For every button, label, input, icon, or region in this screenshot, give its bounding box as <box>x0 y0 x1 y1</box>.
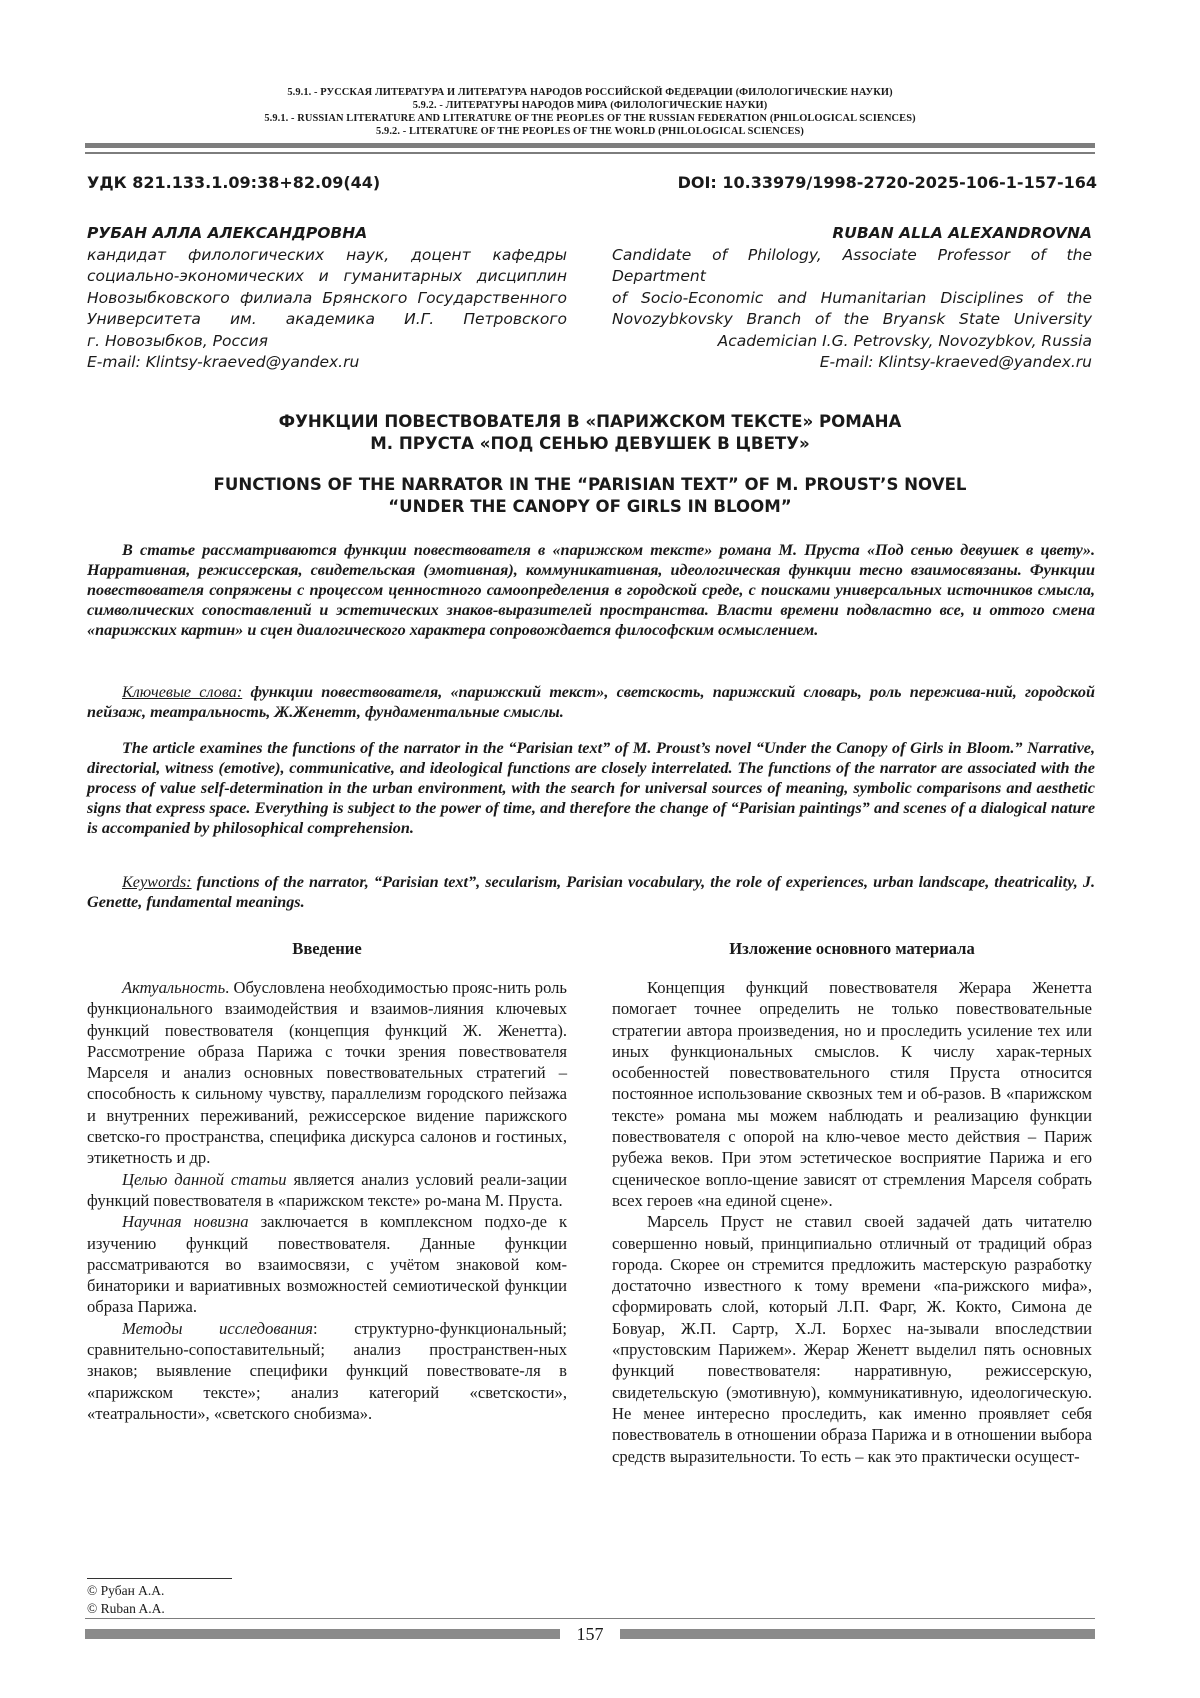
main-paragraph: Концепция функций повествователя Жерара Женетта помогает точнее определить не только повествовательные стратегии автора произведения, но и проследить усиление тех или иных функциональных смыслов. К числу харак-терных особенностей повествовательного стиля Пруста относится постоянное использование сквозных тем и об-разов. В «парижском тексте» романа мы можем наблюдать и реализацию функции повествователя с опорой на клю-чевое место действия – Париж рубежа веков. При этом эстетическое восприятие Парижа и его сценическое вопло-щение зависят от стремления Марселя собрать всех героев «на единой сцене». <box>612 978 1092 1210</box>
title-line: М. ПРУСТА «ПОД СЕНЬЮ ДЕВУШЕК В ЦВЕТУ» <box>370 434 810 453</box>
header-divider-thin <box>85 152 1095 154</box>
author-city-ru: г. Новозыбков, Россия <box>87 331 268 350</box>
title-line: “UNDER THE CANOPY OF GIRLS IN BLOOM” <box>388 497 792 516</box>
main-paragraph: Марсель Пруст не ставил своей задачей дать читателю совершенно новый, принципиально отличный от традиций образ города. Скорее он стремится предложить мастерскую разработку достаточно известного к тому времени «па-рижского мифа», сформировать слой, который Л.П. Фарг, Ж. Кокто, Симона де Бовуар, Ж.П. Сартр, Х.Л. Борхес на-зывали впоследствии «прустовским Парижем». Жерар Женетт выделил пять основных функций повествователя: нарративную, режиссерскую, свидетельскую (эмотивную), коммуникативную, идеологическую. Не менее интересно проследить, как именно проявляет себя повествователь в отношении образа Парижа и в отношении выбора средств выразительности. То есть – как это практически осущест- <box>612 1212 1092 1466</box>
intro-paragraph <box>87 1169 567 1212</box>
author-affiliation-line: Новозыбковского филиала Брянского Государственного <box>87 288 567 307</box>
paragraph-lead: Актуальность <box>122 978 226 997</box>
author-affiliation-line: of Socio-Economic and Humanitarian Disciplines of the <box>612 288 1092 307</box>
paragraph-lead: Научная новизна <box>122 1212 249 1232</box>
paragraph-lead: Методы исследования <box>122 1318 313 1338</box>
copyright-en: © Ruban A.A. <box>87 1601 165 1616</box>
author-email-ru[interactable]: E-mail: Klintsy-kraeved@yandex.ru <box>87 353 360 371</box>
footnote-divider <box>87 1578 232 1579</box>
paragraph-lead: Целью данной статьи <box>122 1169 287 1189</box>
page-number: 157 <box>576 1624 604 1644</box>
author-name-en: RUBAN ALLA ALEXANDROVNA <box>832 224 1092 242</box>
author-affiliation-line: Candidate of Philology, Associate Professor of the Department <box>612 245 1092 285</box>
title-line: FUNCTIONS OF THE NARRATOR IN THE “PARISIAN TEXT” OF M. PROUST’S NOVEL <box>213 475 967 494</box>
article-title-en <box>85 474 1095 518</box>
author-block-ru <box>87 223 567 374</box>
paragraph-text: : структурно-функциональный; сравнительно-сопоставительный; анализ пространствен-ных знаков; выявление специфики функций повествовате-ля в «парижском тексте»; анализ категорий «светскости», «театральности», «светского снобизма». <box>87 1318 567 1423</box>
author-name-ru: РУБАН АЛЛА АЛЕКСАНДРОВНА <box>87 224 368 242</box>
abstract-ru-text: В статье рассматриваются функции повествователя в «парижском тексте» романа М. Пруста «Под сенью девушек в цвету». Нарративная, режиссерская, свидетельская (эмотивная), коммуникативная, идеологическая функции тесно взаимосвязаны. Функции повествователя сопряжены с процессом ценностного самоопределения в городской среде, с поисками универсальных источников смысла, символических сопоставлений и эстетических знаков-выразителей пространства. Власти времени подвластно все, и оттого смена «парижских картин» и сцен диалогического характера сопровождается философским осмыслением. <box>87 541 1095 639</box>
author-affiliation-line: Academician I.G. Petrovsky, Novozybkov, Russia <box>717 331 1092 350</box>
intro-paragraph <box>87 1318 567 1424</box>
author-affiliation-line: Университета им. академика И.Г. Петровского <box>87 310 567 328</box>
rubric-line: 5.9.2. - LITERATURE OF THE PEOPLES OF THE WORLD (PHILOLOGICAL SCIENCES) <box>376 126 804 137</box>
rubric-line: 5.9.1. - РУССКАЯ ЛИТЕРАТУРА И ЛИТЕРАТУРА НАРОДОВ РОССИЙСКОЙ ФЕДЕРАЦИИ (ФИЛОЛОГИЧЕСКИЕ НАУКИ) <box>287 87 893 98</box>
copyright-ru: © Рубан А.А. <box>87 1583 165 1598</box>
title-line: ФУНКЦИИ ПОВЕСТВОВАТЕЛЯ В «ПАРИЖСКОМ ТЕКСТЕ» РОМАНА <box>278 412 902 431</box>
author-affiliation-line: Novozybkovsky Branch of the Bryansk State University <box>612 310 1092 328</box>
keywords-en <box>87 872 1095 912</box>
main-column <box>612 938 1092 1467</box>
header-divider-thick <box>85 143 1095 148</box>
page-number-bar-right <box>620 1629 1095 1639</box>
keywords-text-ru: функции повествователя, «парижский текст», светскость, парижский словарь, роль пережива-ний, городской пейзаж, театральность, Ж.Женетт, фундаментальные смыслы. <box>87 683 1095 721</box>
author-email-en[interactable]: E-mail: Klintsy-kraeved@yandex.ru <box>819 353 1092 371</box>
udk-code: УДК 821.133.1.09:38+82.09(44) <box>87 173 381 192</box>
doi-link[interactable]: DOI: 10.33979/1998-2720-2025-106-1-157-164 <box>677 173 1097 192</box>
author-block-en <box>612 223 1092 374</box>
paragraph-text: является анализ условий реали-зации функций повествователя в «парижском тексте» ро-мана М. Пруста. <box>87 1169 567 1210</box>
section-rubric <box>85 86 1095 138</box>
keywords-label-en: Keywords: <box>122 873 192 891</box>
page-number-bar-left <box>85 1629 560 1639</box>
keywords-ru <box>87 682 1095 722</box>
keywords-label-ru: Ключевые слова: <box>122 683 243 701</box>
author-affiliation-line: кандидат филологических наук, доцент кафедры <box>87 245 567 264</box>
footer-divider <box>85 1618 1095 1619</box>
paragraph-text: заключается в комплексном подхо-де к изучению функций повествователя. Данные функции рассматриваются во взаимосвязи, с учётом знаковой ком-бинаторики и вариативных возможностей семиотической функции образа Парижа. <box>87 1212 568 1317</box>
paragraph-text: . Обусловлена необходимостью прояс-нить роль функционального взаимодействия и взаимов-лияния ключевых функций повествователя (концепция функций Ж. Женетта). Рассмотрение образа Парижа с точки зрения повествователя Марселя и анализ основных повествовательных стратегий – способность к сильному чувству, параллелизм городского пейзажа и внутренних переживаний, режиссерское видение парижского светско-го пространства, специфика дискурса салонов и гостиных, этикетность и др. <box>87 978 567 1168</box>
section-heading-intro: Введение <box>292 939 362 958</box>
keywords-text-en: functions of the narrator, “Parisian text”, secularism, Parisian vocabulary, the role of experiences, urban landscape, theatricality, J. Genette, fundamental meanings. <box>87 873 1095 911</box>
intro-paragraph <box>87 1211 567 1317</box>
article-title-ru <box>85 411 1095 455</box>
author-affiliation-line: социально-экономических и гуманитарных дисциплин <box>87 267 567 285</box>
abstract-ru <box>87 540 1095 640</box>
abstract-en <box>87 738 1095 838</box>
abstract-en-text: The article examines the functions of the narrator in the “Parisian text” of M. Proust’s novel “Under the Canopy of Girls in Bloom.” Narrative, directorial, witness (emotive), communicative, and ideological functions are closely interrelated. The functions of the narrator are associated with the process of value self-determination in the urban environment, with the search for universal sources of meaning, symbolic comparisons and aesthetic signs that express space. Everything is subject to the power of time, and therefore the change of “Parisian paintings” and scenes of a dialogical nature is accompanied by philosophical comprehension. <box>87 739 1095 837</box>
rubric-line: 5.9.1. - RUSSIAN LITERATURE AND LITERATURE OF THE PEOPLES OF THE RUSSIAN FEDERATION (PHILOLOGICAL SCIENCES) <box>264 113 916 124</box>
intro-column <box>87 938 567 1424</box>
intro-paragraph <box>87 977 567 1169</box>
rubric-line: 5.9.2. - ЛИТЕРАТУРЫ НАРОДОВ МИРА (ФИЛОЛОГИЧЕСКИЕ НАУКИ) <box>412 100 768 111</box>
section-heading-main: Изложение основного материала <box>729 939 975 958</box>
